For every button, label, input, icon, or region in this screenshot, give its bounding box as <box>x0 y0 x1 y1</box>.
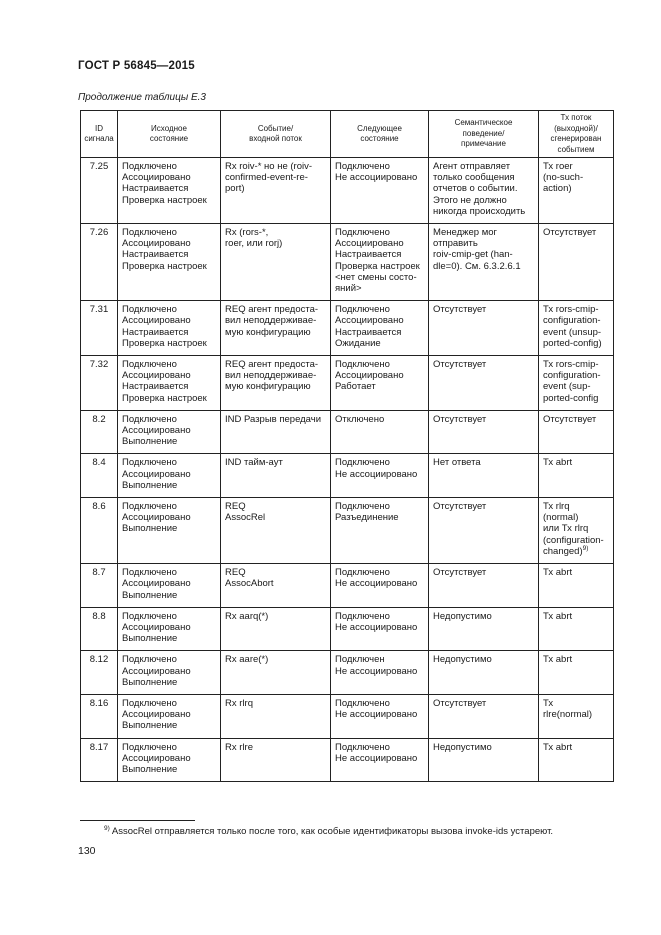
cell-line: Настраивается <box>335 326 402 338</box>
cell-line: Подключено <box>335 697 390 709</box>
next-state-cell <box>331 738 429 782</box>
column-header <box>429 111 539 158</box>
cell-line: Тх rors-cmip- <box>543 359 599 371</box>
cell-line: Не ассоциировано <box>335 709 418 721</box>
source-state-cell <box>118 498 221 564</box>
cell-line: Подключено <box>335 741 390 753</box>
tx-cell <box>539 651 614 695</box>
cell-line: Ассоциировано <box>122 578 191 590</box>
cell-line: REQ агент предоста- <box>225 359 319 371</box>
cell-line: Выполнение <box>122 676 178 688</box>
note-cell <box>429 694 539 738</box>
table-row <box>81 301 614 356</box>
signal-id-cell: 8.2 <box>81 410 118 454</box>
signal-id-cell: 8.16 <box>81 694 118 738</box>
cell-line: Подключено <box>122 610 177 622</box>
event-cell <box>221 356 331 411</box>
column-header <box>331 111 429 158</box>
note-cell <box>429 651 539 695</box>
note-cell <box>429 607 539 651</box>
source-state-cell <box>118 301 221 356</box>
cell-line: Ассоциировано <box>122 468 191 480</box>
note-cell <box>429 410 539 454</box>
column-header-line: входной поток <box>249 134 302 143</box>
cell-line: Нет ответа <box>433 457 481 469</box>
footnote-divider <box>80 820 195 821</box>
cell-line: configuration- <box>543 370 601 382</box>
cell-line: Настраивается <box>335 249 402 261</box>
cell-line: Настраивается <box>122 249 189 261</box>
cell-line: AssocAbort <box>225 578 274 590</box>
note-cell <box>429 224 539 301</box>
cell-line: Выполнение <box>122 633 178 645</box>
table-row <box>81 356 614 411</box>
table-row <box>81 410 614 454</box>
cell-line: Не ассоциировано <box>335 578 418 590</box>
cell-line: Подключено <box>122 304 177 316</box>
cell-line: Подключено <box>335 567 390 579</box>
event-cell <box>221 224 331 301</box>
table-row <box>81 498 614 564</box>
source-state-cell <box>118 356 221 411</box>
next-state-cell <box>331 564 429 608</box>
next-state-cell <box>331 651 429 695</box>
table-body <box>81 158 614 782</box>
next-state-cell <box>331 224 429 301</box>
cell-line: Ассоциировано <box>122 752 191 764</box>
cell-line: Rx (rors-*, <box>225 227 269 239</box>
cell-line: Отсутствует <box>433 359 487 371</box>
cell-line: Подключено <box>335 359 390 371</box>
cell-line: Тх abrt <box>543 610 573 622</box>
table-row <box>81 738 614 782</box>
cell-line: Тх abrt <box>543 457 573 469</box>
table-row <box>81 564 614 608</box>
cell-line: Отсутствует <box>433 697 487 709</box>
column-header-line: Следующее <box>357 123 402 133</box>
next-state-cell <box>331 694 429 738</box>
cell-line: Тх abrt <box>543 741 573 753</box>
signal-id-cell: 8.8 <box>81 607 118 651</box>
cell-line: Ассоциировано <box>122 621 191 633</box>
next-state-cell <box>331 607 429 651</box>
cell-line: Настраивается <box>122 381 189 393</box>
table-row <box>81 651 614 695</box>
note-cell <box>429 564 539 608</box>
document-header: ГОСТ Р 56845—2015 <box>78 60 195 72</box>
signal-id-cell: 7.26 <box>81 224 118 301</box>
cell-line: IND Разрыв передачи <box>225 413 322 425</box>
cell-line: только сообщения <box>433 172 515 184</box>
tx-cell <box>539 607 614 651</box>
tx-cell <box>539 158 614 224</box>
column-header-line: состояние <box>149 134 189 143</box>
cell-line: action) <box>543 183 572 195</box>
cell-line: Rx aare(*) <box>225 654 269 666</box>
cell-line-with-footnote <box>543 546 609 557</box>
column-header-line: примечание <box>461 139 506 149</box>
cell-line: REQ <box>225 501 246 513</box>
cell-line: (normal) <box>543 512 579 524</box>
cell-line: Проверка настроек <box>122 337 207 349</box>
next-state-cell <box>331 158 429 224</box>
cell-line: Подключено <box>122 654 177 666</box>
tx-cell <box>539 694 614 738</box>
source-state-cell <box>118 224 221 301</box>
next-state-cell <box>331 410 429 454</box>
cell-line: Ассоциировано <box>122 315 191 327</box>
cell-line: вил неподдерживае- <box>225 315 317 327</box>
column-header-line: состояние <box>360 134 399 143</box>
source-state-cell <box>118 158 221 224</box>
column-header-line: Событие/ <box>257 123 294 133</box>
cell-line: Тх roer <box>543 161 573 172</box>
tx-cell <box>539 564 614 608</box>
cell-line: Отсутствует <box>543 413 597 425</box>
cell-line: Разъединение <box>335 512 399 524</box>
signal-id-cell: 7.31 <box>81 301 118 356</box>
column-header-line: Тх поток <box>560 113 592 122</box>
cell-line: AssocRel <box>225 512 266 524</box>
cell-line: Ассоциировано <box>122 238 191 250</box>
note-cell <box>429 454 539 498</box>
cell-line: ported-config) <box>543 337 602 349</box>
cell-line: Ассоциировано <box>122 665 191 677</box>
note-cell <box>429 356 539 411</box>
column-header <box>221 111 331 158</box>
column-header <box>539 111 614 158</box>
cell-line: Отсутствует <box>433 304 487 316</box>
signal-id-cell: 8.7 <box>81 564 118 608</box>
column-header-line: (выходной)/ <box>554 123 598 133</box>
cell-line: Ассоциировано <box>122 709 191 721</box>
cell-line: Не ассоциировано <box>335 172 418 184</box>
note-cell <box>429 498 539 564</box>
tx-cell <box>539 301 614 356</box>
cell-line: мую конфигурацию <box>225 381 311 393</box>
cell-line: IND тайм-аут <box>225 457 283 469</box>
cell-line: REQ агент предоста- <box>225 304 319 316</box>
cell-line: Не ассоциировано <box>335 468 418 480</box>
cell-line: Менеджер мог <box>433 227 498 239</box>
cell-line: Выполнение <box>122 523 178 535</box>
cell-line: Rx roiv-* но не (roiv- <box>225 161 313 172</box>
table-row <box>81 224 614 301</box>
cell-line: Выполнение <box>122 436 178 448</box>
footnote-marker: 9) <box>104 824 110 832</box>
table-row <box>81 607 614 651</box>
cell-line: (no-such- <box>543 172 584 184</box>
event-cell <box>221 498 331 564</box>
page-number: 130 <box>78 845 96 857</box>
next-state-cell <box>331 356 429 411</box>
cell-line: отчетов о событии. <box>433 183 518 195</box>
cell-line: Не ассоциировано <box>335 621 418 633</box>
cell-line: Проверка настроек <box>122 194 207 206</box>
cell-line: Отсутствует <box>433 413 487 425</box>
source-state-cell <box>118 564 221 608</box>
tx-cell <box>539 224 614 301</box>
cell-line: Подключено <box>335 610 390 622</box>
cell-line: Настраивается <box>122 183 189 195</box>
column-header-line: событием <box>557 144 595 154</box>
source-state-cell <box>118 454 221 498</box>
signal-id-cell: 8.12 <box>81 651 118 695</box>
cell-line: Подключено <box>335 161 390 172</box>
cell-line: roiv-cmip-get (han- <box>433 249 513 261</box>
table-header <box>81 111 614 158</box>
event-cell <box>221 454 331 498</box>
cell-line: отправить <box>433 238 478 250</box>
column-header-line: поведение/ <box>462 128 505 138</box>
cell-line: Недопустимо <box>433 610 492 622</box>
cell-line: Rx rlre <box>225 741 253 753</box>
next-state-cell <box>331 454 429 498</box>
footnote-text: AssocRel отправляется только после того, как особые идентификаторы вызова invoke-ids устареют. <box>109 826 554 837</box>
cell-line: confirmed-event-re- <box>225 172 308 184</box>
footnote <box>104 826 553 837</box>
cell-line: Ассоциировано <box>335 315 404 327</box>
cell-line: port) <box>225 183 245 195</box>
next-state-cell <box>331 301 429 356</box>
cell-line: Rx rlrq <box>225 697 253 709</box>
cell-line: Агент отправляет <box>433 161 511 172</box>
cell-line: Тх rlrq <box>543 501 570 513</box>
cell-line: Не ассоциировано <box>335 752 418 764</box>
column-header-line: ID <box>95 123 103 133</box>
cell-line: <нет смены состо- <box>335 271 417 283</box>
cell-line: rlre(normal) <box>543 709 593 721</box>
event-cell <box>221 301 331 356</box>
column-header-line: сигнала <box>84 134 114 143</box>
source-state-cell <box>118 738 221 782</box>
cell-line: configuration- <box>543 315 601 327</box>
event-cell <box>221 410 331 454</box>
cell-line: roer, или rorj) <box>225 238 283 250</box>
signal-id-cell: 7.32 <box>81 356 118 411</box>
event-cell <box>221 564 331 608</box>
column-header <box>118 111 221 158</box>
signal-id-cell: 7.25 <box>81 158 118 224</box>
table-caption: Продолжение таблицы Е.3 <box>78 92 206 103</box>
tx-cell <box>539 498 614 564</box>
cell-line: никогда происходить <box>433 205 526 217</box>
cell-line: Подключено <box>122 359 177 371</box>
cell-line: Тх rors-cmip- <box>543 304 599 316</box>
cell-line: Работает <box>335 381 376 393</box>
cell-line: Ассоциировано <box>335 370 404 382</box>
note-cell <box>429 738 539 782</box>
tx-cell <box>539 738 614 782</box>
cell-line: event (sup- <box>543 381 591 393</box>
tx-cell <box>539 454 614 498</box>
column-header <box>81 111 118 158</box>
cell-line: Настраивается <box>122 326 189 338</box>
cell-line: Проверка настроек <box>122 260 207 272</box>
cell-line: ported-config <box>543 392 599 404</box>
column-header-line: Исходное <box>151 123 187 133</box>
cell-line: Подключено <box>335 304 390 316</box>
cell-line: Ассоциировано <box>335 238 404 250</box>
cell-line: Подключено <box>122 567 177 579</box>
cell-line: Проверка настроек <box>335 260 420 272</box>
event-cell <box>221 651 331 695</box>
cell-line: Этого не должно <box>433 194 507 206</box>
cell-line: Подключено <box>335 457 390 469</box>
footnote-reference: 9) <box>582 544 589 552</box>
note-cell <box>429 158 539 224</box>
cell-line: Проверка настроек <box>122 392 207 404</box>
event-cell <box>221 607 331 651</box>
cell-line: Ассоциировано <box>122 172 191 184</box>
cell-line: Подключено <box>122 697 177 709</box>
cell-line: Подключено <box>122 227 177 239</box>
table-row <box>81 158 614 224</box>
cell-line: Недопустимо <box>433 741 492 753</box>
source-state-cell <box>118 410 221 454</box>
event-cell <box>221 158 331 224</box>
cell-line: Ассоциировано <box>122 425 191 437</box>
event-cell <box>221 738 331 782</box>
cell-line: REQ <box>225 567 246 579</box>
next-state-cell <box>331 498 429 564</box>
cell-line: Не ассоциировано <box>335 665 418 677</box>
cell-line: Rx aarq(*) <box>225 610 269 622</box>
cell-line: Подключен <box>335 654 385 666</box>
source-state-cell <box>118 694 221 738</box>
cell-line: Подключено <box>122 741 177 753</box>
cell-line: Ожидание <box>335 337 381 349</box>
cell-line: Выполнение <box>122 763 178 775</box>
cell-line: Ассоциировано <box>122 512 191 524</box>
cell-line: Подключено <box>122 413 177 425</box>
table-row <box>81 694 614 738</box>
header-row <box>81 111 614 158</box>
cell-line: Выполнение <box>122 589 178 601</box>
cell-line: Выполнение <box>122 479 178 491</box>
note-cell <box>429 301 539 356</box>
cell-line: Подключено <box>335 227 390 239</box>
signal-id-cell: 8.4 <box>81 454 118 498</box>
cell-line: вил неподдерживае- <box>225 370 317 382</box>
cell-line: или Тх rlrq <box>543 523 589 535</box>
signal-id-cell: 8.6 <box>81 498 118 564</box>
cell-line: Ассоциировано <box>122 370 191 382</box>
cell-line: Отсутствует <box>433 567 487 579</box>
cell-line: Подключено <box>122 161 177 172</box>
table-row <box>81 454 614 498</box>
event-cell <box>221 694 331 738</box>
source-state-cell <box>118 651 221 695</box>
state-transition-table <box>80 110 614 782</box>
cell-line: Тх abrt <box>543 567 573 579</box>
cell-line: яний> <box>335 283 362 295</box>
cell-line: changed) <box>543 545 583 557</box>
cell-line: Тх abrt <box>543 654 573 666</box>
cell-line: (configuration- <box>543 534 604 546</box>
cell-line: Подключено <box>122 457 177 469</box>
source-state-cell <box>118 607 221 651</box>
cell-line: Отсутствует <box>543 227 597 239</box>
cell-line: Отключено <box>335 413 385 425</box>
cell-line: Подключено <box>122 501 177 513</box>
cell-line: Недопустимо <box>433 654 492 666</box>
cell-line: event (unsup- <box>543 326 602 338</box>
cell-line: Выполнение <box>122 720 178 732</box>
column-header-line: сгенерирован <box>550 134 602 143</box>
cell-line: мую конфигурацию <box>225 326 311 338</box>
signal-id-cell: 8.17 <box>81 738 118 782</box>
column-header-line: Семантическое <box>454 118 513 128</box>
cell-line: Отсутствует <box>433 501 487 513</box>
cell-line: dle=0). См. 6.3.2.6.1 <box>433 260 521 272</box>
tx-cell <box>539 356 614 411</box>
cell-line: Подключено <box>335 501 390 513</box>
cell-line: Тх <box>543 697 554 709</box>
tx-cell <box>539 410 614 454</box>
